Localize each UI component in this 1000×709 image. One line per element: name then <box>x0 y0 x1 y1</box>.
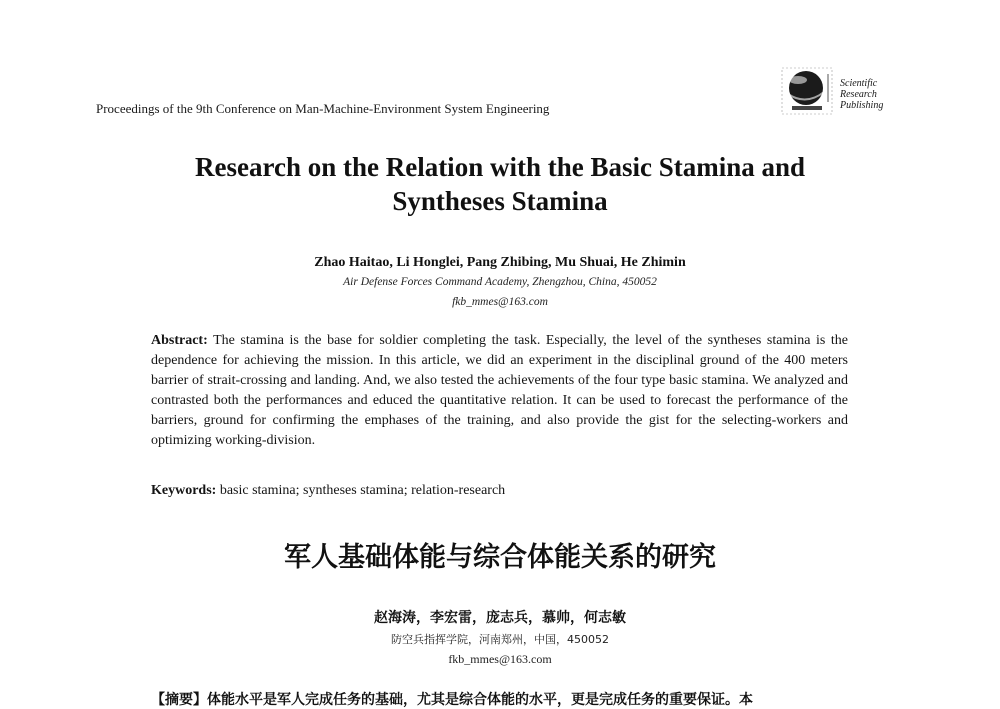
abstract-text: The stamina is the base for soldier completing the task. Especially, the level of the syntheses stamina is the dependence for achieving the mission. In this article, we did an experiment in the disciplinal ground of the 400 meters barrier of strait-crossing and landing. And, we also tested the achievements of the four type basic stamina. We analyzed and contrasted both the performances and educed the quantitative relation. It can be used to forecast the performance of the barriers, ground for confirming the emphases of the training, and also provide the gist for the selecting-workers and optimizing working-division. <box>151 333 848 448</box>
publisher-logo <box>778 66 898 122</box>
contact-email: fkb_mmes@163.com <box>452 296 548 308</box>
keywords <box>151 483 848 499</box>
keywords-label: Keywords: <box>151 483 217 498</box>
chinese-abstract: 【摘要】体能水平是军人完成任务的基础，尤其是综合体能的水平，更是完成任务的重要保证。本 <box>151 692 753 708</box>
publisher-line: Scientific <box>840 78 878 89</box>
chinese-author-list: 赵海涛，李宏雷，庞志兵，慕帅，何志敏 <box>374 610 626 626</box>
abstract-label: Abstract: <box>151 333 208 348</box>
abstract <box>151 331 848 451</box>
chinese-contact-email: fkb_mmes@163.com <box>448 652 552 666</box>
globe-icon <box>778 66 836 118</box>
title-line-1: Research on the Relation with the Basic Stamina and <box>194 152 806 182</box>
publisher-line: Publishing <box>840 100 884 111</box>
chinese-affiliation: 防空兵指挥学院，河南郑州，中国，450052 <box>391 633 609 646</box>
affiliation: Air Defense Forces Command Academy, Zhengzhou, China, 450052 <box>343 276 657 288</box>
publisher-line: Research <box>840 89 877 100</box>
publisher-name <box>840 78 883 111</box>
paper-title <box>120 150 880 218</box>
title-line-2: Syntheses Stamina <box>392 186 608 216</box>
proceedings-header: Proceedings of the 9th Conference on Man-Machine-Environment System Engineering <box>96 101 550 116</box>
keywords-text: basic stamina; syntheses stamina; relation-research <box>219 483 506 498</box>
author-list: Zhao Haitao, Li Honglei, Pang Zhibing, Mu Shuai, He Zhimin <box>314 255 686 270</box>
chinese-title: 军人基础体能与综合体能关系的研究 <box>284 542 716 573</box>
